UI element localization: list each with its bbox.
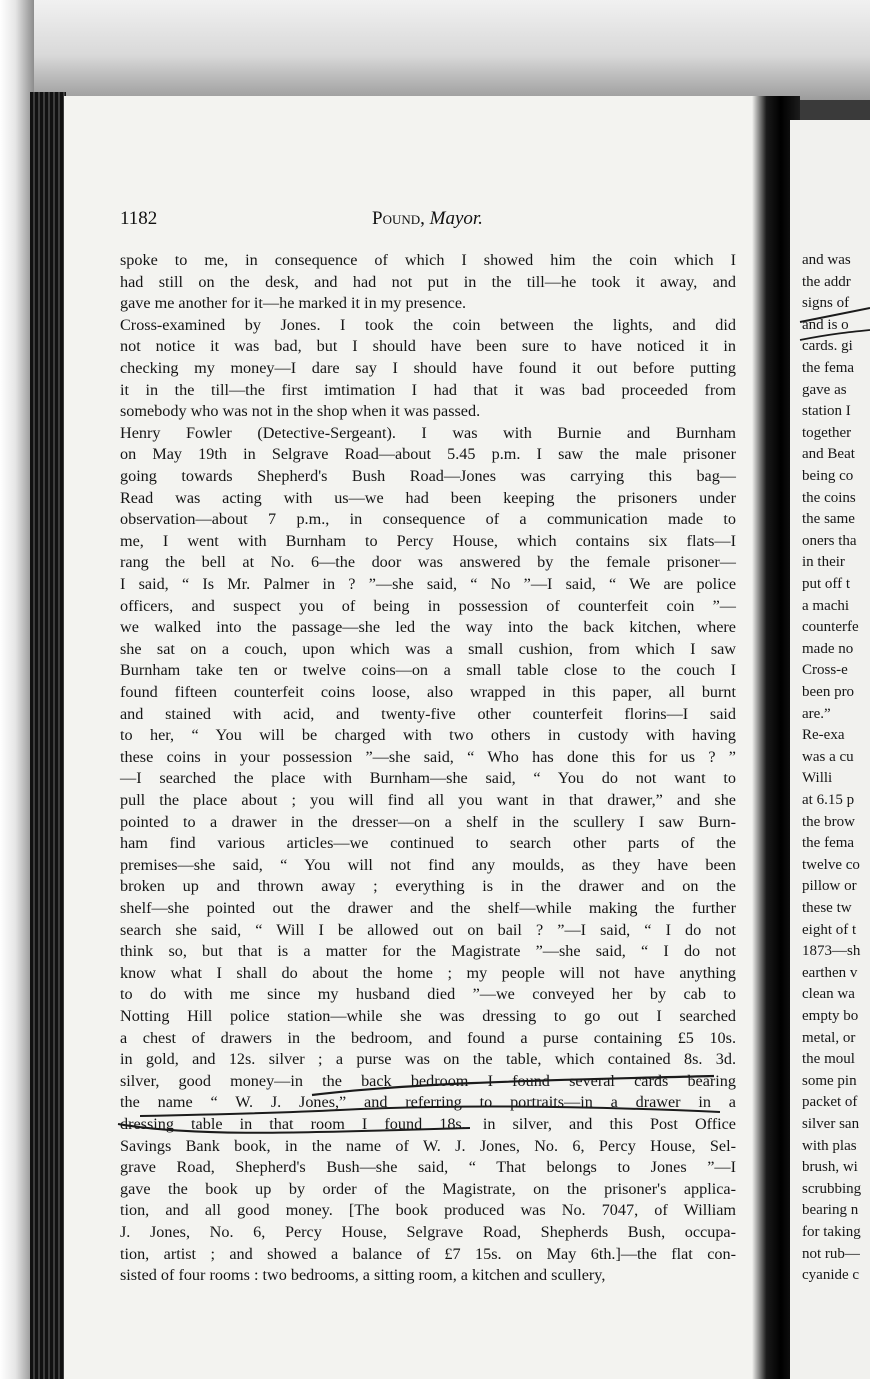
right-page-line: gave as [802, 381, 847, 398]
page-header [0, 208, 870, 238]
text-line: Cross-examined by Jones. I took the coin between the lights, and did [120, 315, 736, 334]
text-line: Read was acting with us—we had been keeping the prisoners under [120, 488, 736, 507]
text-line: silver, good money—in the back bedroom I found several cards bearing [120, 1071, 736, 1090]
right-page-line: not rub— [802, 1245, 860, 1262]
right-page-line: at 6.15 p [802, 792, 855, 808]
text-line: she sat on a couch, upon which was a small cushion, from which I saw [120, 639, 736, 658]
right-page-line: made no [802, 640, 854, 657]
right-page-line: the same [802, 511, 855, 528]
text-line: know what I shall do about the home ; my people will not have anything [120, 963, 736, 982]
right-page-line: and was [802, 252, 851, 268]
text-line: spoke to me, in consequence of which I showed him the coin which I [120, 251, 736, 269]
right-page-line: together [802, 424, 852, 441]
right-page-line: being co [802, 468, 854, 484]
scan-background-top [0, 0, 870, 100]
right-page-line: scrubbing [802, 1180, 862, 1197]
text-line: on May 19th in Selgrave Road—about 5.45 p.m. I saw the male prisoner [120, 445, 736, 464]
right-page-line: silver san [802, 1116, 860, 1132]
text-line: rang the bell at No. 6—the door was answered by the female prisoner— [120, 553, 736, 572]
right-page-line: metal, or [802, 1029, 856, 1046]
text-line: not notice it was bad, but I should have been sure to have noticed it in [120, 337, 736, 356]
text-line: Henry Fowler (Detective-Sergeant). I was with Burnie and Burnham [120, 423, 736, 442]
running-title-role: Mayor. [429, 208, 483, 229]
text-line: grave Road, Shepherd's Bush—she said, “ That belongs to Jones ”—I [120, 1158, 736, 1177]
right-page-line: eight of t [802, 921, 857, 938]
text-line: tion, artist ; and showed a balance of £7 15s. on May 6th.]—the flat con- [120, 1244, 736, 1263]
text-line: to do with me since my husband died ”—we conveyed her by cab to [120, 985, 736, 1004]
right-page-line: pillow or [802, 878, 857, 895]
text-line: Savings Bank book, in the name of W. J. Jones, No. 6, Percy House, Sel- [120, 1136, 736, 1155]
text-line: checking my money—I dare say I should have found it out before putting [120, 359, 736, 377]
right-page-line: oners tha [802, 532, 857, 549]
text-line: Notting Hill police station—while she was dressing to go out I searched [120, 1007, 736, 1025]
right-page-line: for taking [802, 1224, 861, 1240]
text-line: found fifteen counterfeit coins loose, also wrapped in this paper, all burnt [120, 683, 736, 701]
right-page-line: the moul [802, 1051, 855, 1068]
text-line: it in the till—the first imtimation I had that it was bad proceeded from [120, 380, 736, 399]
text-line: officers, and suspect you of being in possession of counterfeit coin ”— [120, 596, 736, 615]
right-page-line: counterfe [802, 619, 859, 636]
text-line: a chest of drawers in the bedroom, and found a purse containing £5 10s. [120, 1028, 736, 1047]
right-page-line: 1873—sh [802, 943, 861, 960]
page-number: 1182 [120, 208, 158, 229]
text-line: broken up and thrown away ; everything is in the drawer and on the [120, 877, 736, 896]
right-page-line: a machi [802, 597, 850, 614]
right-page-line: earthen v [802, 964, 858, 981]
right-page-line: the coins [802, 489, 856, 506]
scan-background-left [0, 0, 34, 1379]
right-page-line: empty bo [802, 1008, 859, 1024]
text-line: —I searched the place with Burnham—she said, “ You do not want to [120, 769, 736, 788]
right-page-line: some pin [802, 1072, 857, 1089]
text-line: pull the place about ; you will find all you want in that drawer,” and she [120, 791, 736, 809]
running-title [372, 208, 483, 230]
right-page [790, 120, 870, 1379]
text-line: search she said, “ Will I be allowed out on bail ? ”—I said, “ I do not [120, 920, 736, 939]
text-line: the name “ W. J. Jones,” and referring to portraits—in a drawer in a [120, 1093, 736, 1112]
text-line: pointed to a drawer in the dresser—on a shelf in the scullery I saw Burn- [120, 812, 736, 831]
right-page-line: was a cu [802, 748, 854, 765]
right-page-line: been pro [802, 684, 855, 700]
right-page-line: are.” [802, 705, 831, 722]
text-line: we walked into the passage—she led the way into the back kitchen, where [120, 618, 736, 637]
right-page-line: the fema [802, 360, 855, 376]
right-page-line: cyanide c [802, 1267, 860, 1284]
text-line: going towards Shepherd's Bush Road—Jones was carrying this bag— [120, 467, 736, 485]
running-title-name: Pound, [372, 208, 425, 229]
right-page-line: in their [802, 554, 845, 571]
text-line: ham find various articles—we continued to search other parts of the [120, 834, 736, 853]
right-page-line: cards. gi [802, 338, 853, 355]
right-page-line: the fema [802, 835, 855, 852]
right-page-line: signs of [802, 295, 850, 312]
right-page-line: clean wa [802, 986, 855, 1003]
right-page-line: put off t [802, 576, 851, 592]
text-line: J. Jones, No. 6, Percy House, Selgrave Road, Shepherds Bush, occupa- [120, 1223, 736, 1241]
text-line: tion, and all good money. [The book produced was No. 7047, of William [120, 1201, 736, 1220]
right-page-line: bearing n [802, 1202, 859, 1219]
text-line: premises—she said, “ You will not find any moulds, as they have been [120, 855, 736, 874]
text-line: me, I went with Burnham to Percy House, which contains six flats—I [120, 531, 736, 550]
text-line: dressing table in that room I found 18s. in silver, and this Post Office [120, 1115, 736, 1133]
right-page-line: and Beat [802, 446, 855, 463]
text-line: shelf—she pointed out the drawer and the shelf—while making the further [120, 899, 736, 917]
right-page-line: station I [802, 403, 851, 420]
text-line: to her, “ You will be charged with two others in custody with having [120, 726, 736, 745]
text-line: somebody who was not in the shop when it was passed. [120, 402, 481, 421]
text-line: had still on the desk, and had not put in the till—he took it away, and [120, 272, 736, 291]
text-line: these coins in your possession ”—she said, “ Who has done this for us ? ” [120, 747, 736, 766]
right-page-line: twelve co [802, 856, 860, 873]
right-page-line: these tw [802, 900, 852, 916]
right-page-line: packet of [802, 1094, 858, 1111]
text-line: sisted of four rooms : two bedrooms, a sitting room, a kitchen and scullery, [120, 1266, 606, 1285]
text-line: I said, “ Is Mr. Palmer in ? ”—she said, “ No ”—I said, “ We are police [120, 575, 736, 593]
right-page-line: with plas [802, 1137, 857, 1154]
text-line: think so, but that is a matter for the Magistrate ”—she said, “ I do not [120, 942, 736, 961]
right-page-line: Willi [802, 770, 833, 787]
text-line: in gold, and 12s. silver ; a purse was on the table, which contained 8s. 3d. [120, 1050, 736, 1069]
right-page-line: brush, wi [802, 1159, 858, 1176]
text-line: gave the book up by order of the Magistrate, on the prisoner's applica- [120, 1179, 736, 1198]
right-page-line: and is o [802, 316, 849, 333]
text-line: Burnham take ten or twelve coins—on a small table close to the couch I [120, 661, 736, 680]
right-page-line: Re-exa [802, 727, 845, 744]
text-line: gave me another for it—he marked it in my presence. [120, 294, 467, 313]
right-page-line: the brow [802, 813, 855, 830]
text-line: observation—about 7 p.m., in consequence of a communication made to [120, 510, 736, 529]
right-page-line: the addr [802, 273, 851, 290]
book-page-edges [30, 92, 66, 1379]
right-page-line: Cross-e [802, 662, 848, 679]
text-line: and stained with acid, and twenty-five other counterfeit florins—I said [120, 704, 736, 723]
